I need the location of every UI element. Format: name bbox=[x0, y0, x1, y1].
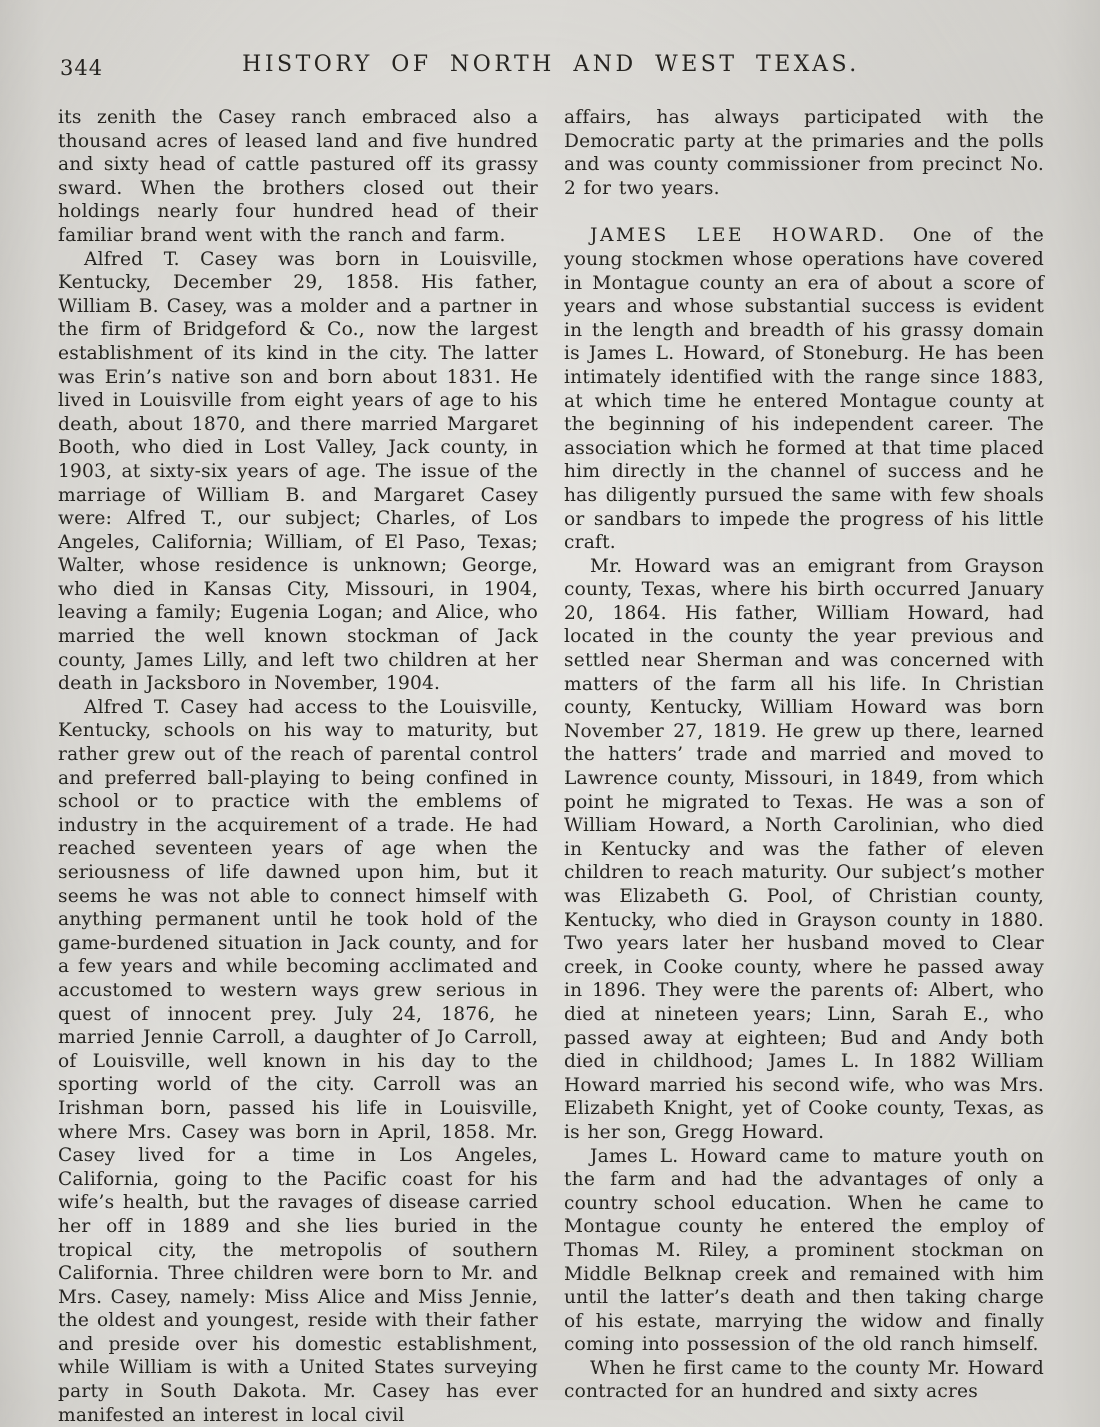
paragraph-text: One of the young stockmen whose operations have covered in Montague county an era of about a score of years and whose substantial success is evident in the length and breadth of his grassy domain is James L. Howard, of Stoneburg. He has been intimately identified with the range since 1883, at which time he entered Montague county at the beginning of his independent career. The association which he formed at that time placed him directly in the channel of success and he has diligently pursued the same with few shoals or sandbars to impede the progress of his little craft. bbox=[564, 225, 1044, 554]
paragraph bbox=[58, 696, 538, 1427]
paragraph bbox=[564, 1145, 1044, 1357]
left-column bbox=[58, 106, 538, 1427]
running-header bbox=[58, 48, 1044, 92]
right-column bbox=[564, 106, 1044, 1427]
biography-section-start bbox=[564, 224, 1044, 554]
paragraph-text: affairs, has always participated with the Democratic party at the primaries and the polls and was county commissioner from precinct No. 2 for two years. bbox=[564, 107, 1044, 199]
paragraph-text: Mr. Howard was an emigrant from Grayson county, Texas, where his birth occurred January 20, 1864. His father, William Howard, had located in the county the year previous and settled near Sherman and was concerned with matters of the farm all his life. In Christian county, Kentucky, William Howard was born November 27, 1819. He grew up there, learned the hatters’ trade and married and moved to Lawrence county, Missouri, in 1849, from which point he migrated to Texas. He was a son of William Howard, a North Carolinian, who died in Kentucky and was the father of eleven children to reach maturity. Our subject’s mother was Elizabeth G. Pool, of Christian county, Kentucky, who died in Grayson county in 1880. Two years later her husband moved to Clear creek, in Cooke county, where he passed away in 1896. They were the parents of: Albert, who died at nineteen years; Linn, Sarah E., who passed away at eighteen; Bud and Andy both died in childhood; James L. In 1882 William Howard married his second wife, who was Mrs. Elizabeth Knight, yet of Cooke county, Texas, as is her son, Gregg Howard. bbox=[564, 555, 1044, 1143]
paragraph-text: Alfred T. Casey was born in Louisville, Kentucky, December 29, 1858. His father, William B. Casey, was a molder and a partner in the firm of Bridgeford & Co., now the largest establishment of its kind in the city. The latter was Erin’s native son and born about 1831. He lived in Louisville from eight years of age to his death, about 1870, and there married Margaret Booth, who died in Lost Valley, Jack county, in 1903, at sixty-six years of age. The issue of the marriage of William B. and Margaret Casey were: Alfred T., our subject; Charles, of Los Angeles, California; William, of El Paso, Texas; Walter, whose residence is unknown; George, who died in Kansas City, Missouri, in 1904, leaving a family; Eugenia Logan; and Alice, who married the well known stockman of Jack county, James Lilly, and left two children at her death in Jacksboro in November, 1904. bbox=[58, 248, 538, 695]
paragraph bbox=[564, 1357, 1044, 1404]
paragraph-text: When he first came to the county Mr. Howard contracted for an hundred and sixty acres bbox=[564, 1357, 1044, 1403]
two-column-text bbox=[58, 106, 1044, 1427]
page-number: 344 bbox=[60, 56, 104, 80]
section-subject-name: JAMES LEE HOWARD. bbox=[590, 225, 887, 247]
paragraph-text: its zenith the Casey ranch embraced also a thousand acres of leased land and five hundred and sixty head of cattle pastured off its grassy sward. When the brothers closed out their holdings nearly four hundred head of their familiar brand went with the ranch and farm. bbox=[58, 107, 538, 246]
paragraph bbox=[58, 248, 538, 696]
running-head-title: HISTORY OF NORTH AND WEST TEXAS. bbox=[242, 52, 860, 77]
paragraph-text: Alfred T. Casey had access to the Louisville, Kentucky, schools on his way to maturity, but rather grew out of the reach of parental control and preferred ball-playing to being confined in school or to practice with the emblems of industry in the acquirement of a trade. He had reached seventeen years of age when the seriousness of life dawned upon him, but it seems he was not able to connect himself with anything permanent until he took hold of the game-burdened situation in Jack county, and for a few years and while becoming acclimated and accustomed to western ways grew serious in quest of innocent prey. July 24, 1876, he married Jennie Carroll, a daughter of Jo Carroll, of Louisville, well known in his day to the sporting world of the city. Carroll was an Irishman born, passed his life in Louisville, where Mrs. Casey was born in April, 1858. Mr. Casey lived for a time in Los Angeles, California, going to the Pacific coast for his wife’s health, but the ravages of disease carried her off in 1889 and she lies buried in the tropical city, the metropolis of southern California. Three children were born to Mr. and Mrs. Casey, namely: Miss Alice and Miss Jennie, the oldest and youngest, reside with their father and preside over his domestic establishment, while William is with a United States surveying party in South Dakota. Mr. Casey has ever manifested an interest in local civil bbox=[58, 696, 538, 1426]
paragraph-continuation bbox=[564, 106, 1044, 200]
paragraph bbox=[564, 555, 1044, 1145]
paragraph-continuation bbox=[58, 106, 538, 248]
paragraph-text: James L. Howard came to mature youth on the farm and had the advantages of only a country school education. When he came to Montague county he entered the employ of Thomas M. Riley, a prominent stockman on Middle Belknap creek and remained with him until the latter’s death and then taking charge of his estate, marrying the widow and finally coming into possession of the old ranch himself. bbox=[564, 1145, 1044, 1356]
